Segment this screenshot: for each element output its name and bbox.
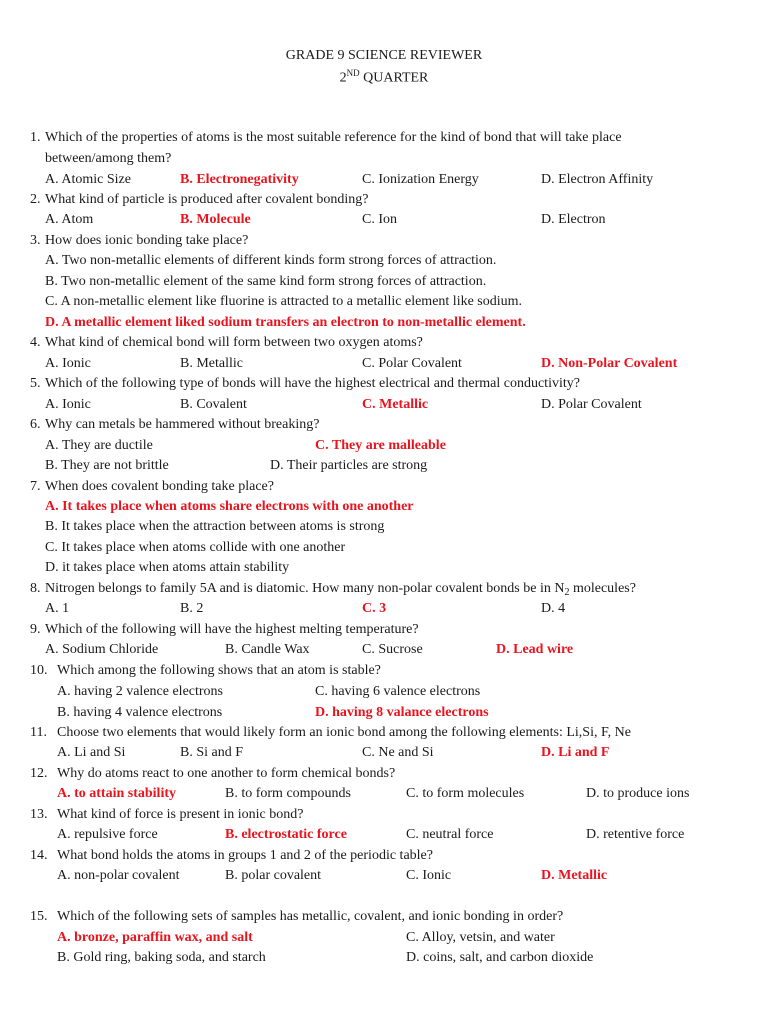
question-number: 8. bbox=[30, 581, 41, 596]
choice-d-answer: D. A metallic element liked sodium transfers an electron to non-metallic element. bbox=[45, 315, 526, 330]
quarter-ordinal: ND bbox=[346, 68, 360, 78]
question-2 bbox=[30, 191, 368, 209]
choice-b-answer: B. electrostatic force bbox=[225, 827, 347, 842]
choice-b: B. Metallic bbox=[180, 356, 243, 371]
question-13 bbox=[30, 806, 303, 824]
quarter-number: 2 bbox=[339, 70, 347, 86]
choice-c: C. Ion bbox=[362, 212, 397, 227]
choice-a: A. 1 bbox=[45, 601, 70, 616]
question-number: 2. bbox=[30, 192, 41, 207]
question-text: Choose two elements that would likely form an ionic bond among the following elements: Li,Si, F, Ne bbox=[57, 725, 631, 740]
question-number: 15. bbox=[30, 909, 48, 924]
choice-b: B. having 4 valence electrons bbox=[57, 705, 223, 720]
choice-c: C. Alloy, vetsin, and water bbox=[406, 930, 555, 945]
question-text: Which of the following type of bonds will have the highest electrical and thermal conductivity? bbox=[45, 376, 580, 391]
choice-b: B. Gold ring, baking soda, and starch bbox=[57, 950, 266, 965]
choice-b: B. polar covalent bbox=[225, 868, 322, 883]
question-number: 7. bbox=[30, 479, 41, 494]
question-text: What kind of chemical bond will form between two oxygen atoms? bbox=[45, 335, 423, 350]
question-5 bbox=[30, 375, 580, 393]
question-10 bbox=[30, 662, 381, 680]
question-1 bbox=[30, 129, 622, 147]
choice-d: D. Their particles are strong bbox=[270, 458, 428, 473]
question-number: 3. bbox=[30, 233, 41, 248]
question-text: Which of the properties of atoms is the most suitable reference for the kind of bond that will take place bbox=[45, 130, 622, 145]
question-number: 4. bbox=[30, 335, 41, 350]
choice-d: D. coins, salt, and carbon dioxide bbox=[406, 950, 594, 965]
choice-c: C. It takes place when atoms collide with one another bbox=[45, 540, 346, 555]
choice-a: A. Ionic bbox=[45, 356, 91, 371]
question-12 bbox=[30, 765, 395, 783]
choice-a: A. Two non-metallic elements of different kinds form strong forces of attraction. bbox=[45, 253, 497, 268]
choice-d-answer: D. Li and F bbox=[541, 745, 610, 760]
choice-c: C. Polar Covalent bbox=[362, 356, 462, 371]
choice-b: B. Two non-metallic element of the same kind form strong forces of attraction. bbox=[45, 274, 487, 289]
choice-a-answer: A. bronze, paraffin wax, and salt bbox=[57, 930, 253, 945]
question-text: Why can metals be hammered without breaking? bbox=[45, 417, 320, 432]
question-number: 10. bbox=[30, 663, 48, 678]
question-4 bbox=[30, 334, 423, 352]
question-text: Which of the following will have the highest melting temperature? bbox=[45, 622, 419, 637]
choice-a-answer: A. to attain stability bbox=[57, 786, 176, 801]
choice-a: A. non-polar covalent bbox=[57, 868, 180, 883]
question-text: What kind of force is present in ionic bond? bbox=[57, 807, 304, 822]
choice-a: A. Li and Si bbox=[57, 745, 126, 760]
choice-b: B. Candle Wax bbox=[225, 642, 310, 657]
choice-d-answer: D. having 8 valance electrons bbox=[315, 705, 489, 720]
choice-d: D. Electron Affinity bbox=[541, 172, 654, 187]
choice-a: A. having 2 valence electrons bbox=[57, 684, 223, 699]
quarter-word: QUARTER bbox=[363, 70, 429, 86]
choice-c: C. Ne and Si bbox=[362, 745, 434, 760]
question-text: How does ionic bonding take place? bbox=[45, 233, 249, 248]
choice-d-answer: D. Non-Polar Covalent bbox=[541, 356, 678, 371]
question-15 bbox=[30, 908, 563, 926]
choice-c: C. Ionic bbox=[406, 868, 452, 883]
subscript: 2 bbox=[564, 587, 570, 598]
choice-b: B. 2 bbox=[180, 601, 204, 616]
choice-d: D. 4 bbox=[541, 601, 566, 616]
choice-c-answer: C. They are malleable bbox=[315, 438, 446, 453]
question-number: 14. bbox=[30, 848, 48, 863]
question-text-end: molecules? bbox=[569, 581, 636, 596]
document-title: GRADE 9 SCIENCE REVIEWER bbox=[285, 48, 483, 63]
choice-d: D. to produce ions bbox=[586, 786, 690, 801]
question-text: What bond holds the atoms in groups 1 and 2 of the periodic table? bbox=[57, 848, 433, 863]
question-11 bbox=[30, 724, 631, 742]
choice-a: A. repulsive force bbox=[57, 827, 158, 842]
question-3 bbox=[30, 232, 248, 250]
choice-d: D. Polar Covalent bbox=[541, 397, 642, 412]
question-number: 11. bbox=[30, 725, 47, 740]
choice-b-answer: B. Molecule bbox=[180, 212, 251, 227]
question-text-cont: between/among them? bbox=[45, 151, 172, 166]
choice-c: C. neutral force bbox=[406, 827, 494, 842]
question-text: When does covalent bonding take place? bbox=[45, 479, 274, 494]
question-14 bbox=[30, 847, 433, 865]
choice-d: D. it takes place when atoms attain stability bbox=[45, 560, 290, 575]
question-text: Which among the following shows that an atom is stable? bbox=[57, 663, 381, 678]
choice-c: C. having 6 valence electrons bbox=[315, 684, 481, 699]
question-text: Why do atoms react to one another to form chemical bonds? bbox=[57, 766, 396, 781]
question-text: What kind of particle is produced after covalent bonding? bbox=[45, 192, 369, 207]
choice-a: A. Ionic bbox=[45, 397, 91, 412]
question-number: 13. bbox=[30, 807, 48, 822]
choice-c-answer: C. 3 bbox=[362, 601, 387, 616]
choice-c-answer: C. Metallic bbox=[362, 397, 429, 412]
question-7 bbox=[30, 478, 274, 496]
choice-a: A. Atom bbox=[45, 212, 94, 227]
choice-a-answer: A. It takes place when atoms share electrons with one another bbox=[45, 499, 414, 514]
choice-c: C. Sucrose bbox=[362, 642, 423, 657]
question-text: Nitrogen belongs to family 5A and is diatomic. How many non-polar covalent bonds be in N bbox=[45, 581, 565, 596]
choice-a: A. Sodium Chloride bbox=[45, 642, 159, 657]
choice-b: B. It takes place when the attraction between atoms is strong bbox=[45, 519, 385, 534]
question-number: 6. bbox=[30, 417, 41, 432]
choice-b-answer: B. Electronegativity bbox=[180, 172, 299, 187]
choice-a: A. Atomic Size bbox=[45, 172, 131, 187]
choice-d: D. retentive force bbox=[586, 827, 685, 842]
question-number: 5. bbox=[30, 376, 41, 391]
quarter-heading bbox=[0, 68, 768, 87]
choice-b: B. Si and F bbox=[180, 745, 244, 760]
question-text: Which of the following sets of samples has metallic, covalent, and ionic bonding in order? bbox=[57, 909, 564, 924]
choice-c: C. A non-metallic element like fluorine is attracted to a metallic element like sodium. bbox=[45, 294, 523, 309]
choice-d-answer: D. Lead wire bbox=[496, 642, 574, 657]
choice-c: C. Ionization Energy bbox=[362, 172, 479, 187]
question-number: 12. bbox=[30, 766, 48, 781]
choice-b: B. to form compounds bbox=[225, 786, 351, 801]
question-6 bbox=[30, 416, 319, 434]
choice-a: A. They are ductile bbox=[45, 438, 153, 453]
choice-d-answer: D. Metallic bbox=[541, 868, 608, 883]
question-number: 9. bbox=[30, 622, 41, 637]
choice-c: C. to form molecules bbox=[406, 786, 525, 801]
question-8 bbox=[30, 580, 636, 599]
choice-b: B. They are not brittle bbox=[45, 458, 169, 473]
question-number: 1. bbox=[30, 130, 41, 145]
choice-d: D. Electron bbox=[541, 212, 606, 227]
choice-b: B. Covalent bbox=[180, 397, 247, 412]
question-9 bbox=[30, 621, 419, 639]
